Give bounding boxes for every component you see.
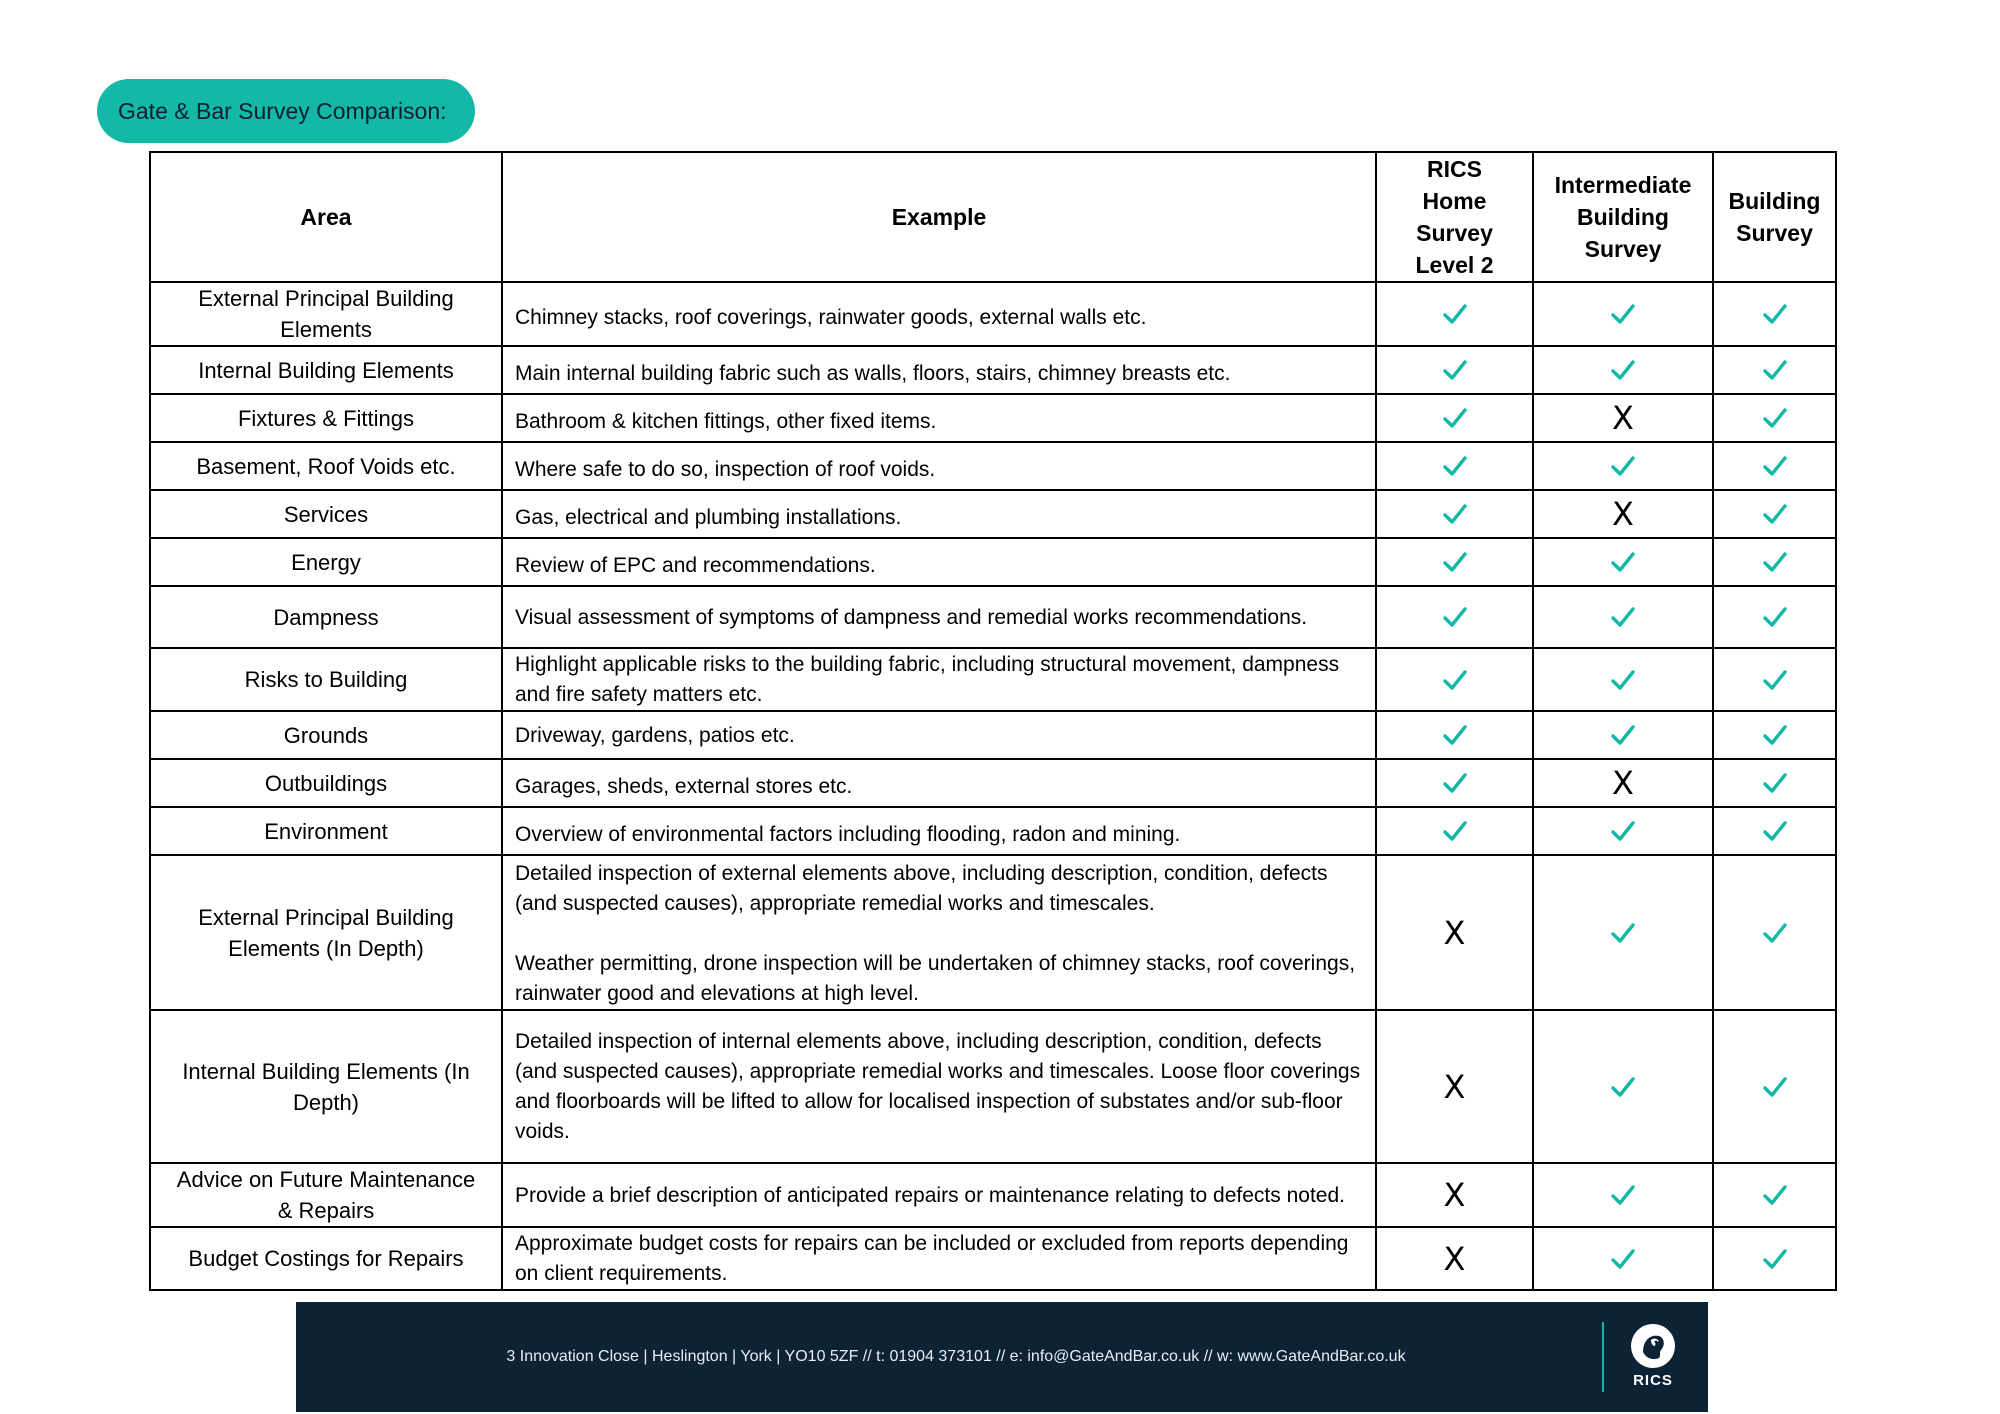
check-icon — [1762, 1184, 1788, 1206]
area-label: & Repairs — [277, 1198, 375, 1223]
area-label: Basement, Roof Voids etc. — [196, 453, 456, 479]
mark-cell-intermediate-building-survey — [1533, 538, 1713, 586]
mark-cell-rics-home-survey — [1376, 346, 1533, 394]
check-icon — [1762, 724, 1788, 746]
mark-cell-intermediate-building-survey — [1533, 346, 1713, 394]
mark-cell-building-survey — [1713, 855, 1836, 1010]
example-text: Detailed inspection of external elements above, including description, condition, defects (and suspected causes), appropriate remedial works and timescales. — [515, 862, 1328, 915]
rics-logo-text: RICS — [1633, 1372, 1673, 1389]
example-cell — [502, 346, 1376, 394]
check-icon — [1442, 503, 1468, 525]
check-icon — [1610, 303, 1636, 325]
check-icon — [1442, 820, 1468, 842]
area-cell — [150, 490, 502, 538]
mark-cell-building-survey — [1713, 807, 1836, 855]
check-icon — [1610, 359, 1636, 381]
mark-cell-building-survey — [1713, 394, 1836, 442]
mark-cell-building-survey — [1713, 1227, 1836, 1290]
check-icon — [1762, 922, 1788, 944]
mark-cell-building-survey — [1713, 538, 1836, 586]
area-label: Internal Building Elements — [198, 357, 454, 383]
mark-cell-rics-home-survey — [1376, 855, 1533, 1010]
example-cell — [502, 711, 1376, 759]
table-row — [150, 394, 1836, 442]
header-line: Level 2 — [1415, 252, 1494, 278]
check-icon — [1762, 503, 1788, 525]
table-row — [150, 1227, 1836, 1290]
area-label: Grounds — [283, 722, 369, 748]
page-title-badge — [97, 79, 475, 143]
check-icon — [1762, 407, 1788, 429]
area-label: Environment — [264, 818, 388, 844]
example-text: Detailed inspection of internal elements above, including description, condition, defects (and suspected causes), appropriate remedial works and timescales. Loose floor coverings and floorboards will be lifted to allow for localised inspection of substates and/or sub-floor voids. — [515, 1030, 1361, 1143]
example-cell — [502, 1010, 1376, 1163]
area-label: Services — [283, 501, 369, 527]
area-cell — [150, 442, 502, 490]
table-row — [150, 490, 1836, 538]
example-cell — [502, 586, 1376, 648]
mark-cell-rics-home-survey — [1376, 490, 1533, 538]
mark-cell-intermediate-building-survey — [1533, 1163, 1713, 1227]
mark-cell-rics-home-survey — [1376, 394, 1533, 442]
table-row — [150, 346, 1836, 394]
cross-mark: X — [1443, 1067, 1466, 1106]
check-icon — [1610, 551, 1636, 573]
example-text: Provide a brief description of anticipated repairs or maintenance relating to defects noted. — [515, 1183, 1345, 1207]
header-building-survey — [1713, 152, 1836, 282]
check-icon — [1610, 606, 1636, 628]
check-icon — [1442, 359, 1468, 381]
check-icon — [1762, 1076, 1788, 1098]
check-icon — [1762, 772, 1788, 794]
header-line: Building — [1577, 204, 1669, 230]
mark-cell-intermediate-building-survey — [1533, 394, 1713, 442]
example-cell — [502, 1227, 1376, 1290]
check-icon — [1762, 303, 1788, 325]
header-intermediate-building-survey — [1533, 152, 1713, 282]
example-text: Driveway, gardens, patios etc. — [515, 724, 795, 747]
check-icon — [1762, 551, 1788, 573]
check-icon — [1610, 922, 1636, 944]
rics-lion-logo-icon — [1629, 1322, 1677, 1370]
cross-mark: X — [1612, 764, 1634, 802]
cross-mark: X — [1443, 913, 1466, 952]
footer-contact — [296, 1302, 1616, 1412]
header-rics-home-survey — [1376, 152, 1533, 282]
header-area: Area — [150, 152, 502, 282]
mark-cell-intermediate-building-survey — [1533, 759, 1713, 807]
table-row — [150, 855, 1836, 1010]
mark-cell-rics-home-survey — [1376, 538, 1533, 586]
area-label: Risks to Building — [244, 667, 408, 692]
area-cell — [150, 346, 502, 394]
area-label: Fixtures & Fittings — [237, 405, 415, 431]
mark-cell-intermediate-building-survey — [1533, 490, 1713, 538]
area-cell — [150, 807, 502, 855]
area-label: External Principal Building — [198, 904, 454, 930]
mark-cell-building-survey — [1713, 711, 1836, 759]
check-icon — [1442, 772, 1468, 794]
header-row — [150, 152, 1836, 282]
mark-cell-intermediate-building-survey — [1533, 282, 1713, 346]
table-row — [150, 759, 1836, 807]
check-icon — [1762, 1248, 1788, 1270]
table-row — [150, 648, 1836, 711]
mark-cell-building-survey — [1713, 442, 1836, 490]
example-text: Weather permitting, drone inspection will be undertaken of chimney stacks, roof coverings, rainwater good and elevations at high level. — [515, 952, 1356, 1005]
example-text: Main internal building fabric such as walls, floors, stairs, chimney breasts etc. — [515, 362, 1231, 385]
check-icon — [1442, 551, 1468, 573]
mark-cell-rics-home-survey — [1376, 1010, 1533, 1163]
check-icon — [1762, 455, 1788, 477]
area-label: Outbuildings — [264, 770, 388, 796]
mark-cell-rics-home-survey — [1376, 1163, 1533, 1227]
check-icon — [1442, 669, 1468, 691]
area-label: Elements — [280, 317, 372, 342]
example-text: Gas, electrical and plumbing installations. — [515, 506, 902, 529]
rics-logo — [1618, 1322, 1688, 1394]
mark-cell-rics-home-survey — [1376, 711, 1533, 759]
footer-divider — [1602, 1322, 1604, 1392]
check-icon — [1610, 1248, 1636, 1270]
mark-cell-building-survey — [1713, 1163, 1836, 1227]
check-icon — [1442, 407, 1468, 429]
check-icon — [1610, 1076, 1636, 1098]
mark-cell-rics-home-survey — [1376, 1227, 1533, 1290]
example-text: Where safe to do so, inspection of roof voids. — [515, 458, 936, 481]
example-text: Chimney stacks, roof coverings, rainwater goods, external walls etc. — [515, 306, 1147, 329]
check-icon — [1610, 1184, 1636, 1206]
check-icon — [1610, 669, 1636, 691]
check-icon — [1442, 724, 1468, 746]
mark-cell-intermediate-building-survey — [1533, 1227, 1713, 1290]
example-text: Overview of environmental factors including flooding, radon and mining. — [515, 823, 1181, 846]
mark-cell-building-survey — [1713, 759, 1836, 807]
page-title: Gate & Bar Survey Comparison: — [118, 97, 447, 124]
table-row — [150, 538, 1836, 586]
example-cell — [502, 648, 1376, 711]
example-cell — [502, 282, 1376, 346]
mark-cell-intermediate-building-survey — [1533, 586, 1713, 648]
area-cell — [150, 1227, 502, 1290]
header-line: Building — [1728, 188, 1821, 214]
area-label: Energy — [291, 549, 361, 575]
mark-cell-intermediate-building-survey — [1533, 442, 1713, 490]
survey-comparison-table — [149, 151, 1837, 1291]
example-text: Bathroom & kitchen fittings, other fixed items. — [515, 410, 937, 433]
cross-mark: X — [1612, 495, 1634, 533]
table-row — [150, 1010, 1836, 1163]
header-line: Intermediate — [1554, 172, 1692, 198]
area-cell — [150, 1163, 502, 1227]
header-line: Survey — [1584, 236, 1662, 262]
mark-cell-building-survey — [1713, 586, 1836, 648]
example-text: Highlight applicable risks to the building fabric, including structural movement, dampness and fire safety matters etc. — [515, 653, 1340, 706]
mark-cell-intermediate-building-survey — [1533, 807, 1713, 855]
header-line: RICS — [1427, 156, 1482, 182]
table-row — [150, 807, 1836, 855]
example-text: Review of EPC and recommendations. — [515, 554, 876, 577]
table-row — [150, 442, 1836, 490]
check-icon — [1610, 820, 1636, 842]
area-cell — [150, 855, 502, 1010]
area-cell — [150, 711, 502, 759]
example-text: Garages, sheds, external stores etc. — [515, 775, 853, 798]
header-line: Home — [1422, 188, 1487, 214]
area-label: Depth) — [292, 1089, 360, 1115]
mark-cell-intermediate-building-survey — [1533, 648, 1713, 711]
table-row — [150, 282, 1836, 346]
mark-cell-building-survey — [1713, 282, 1836, 346]
mark-cell-building-survey — [1713, 490, 1836, 538]
mark-cell-intermediate-building-survey — [1533, 855, 1713, 1010]
area-cell — [150, 648, 502, 711]
footer-bar — [296, 1302, 1708, 1412]
cross-mark: X — [1443, 1176, 1466, 1214]
example-cell — [502, 1163, 1376, 1227]
check-icon — [1762, 606, 1788, 628]
header-line: Survey — [1736, 220, 1813, 246]
mark-cell-rics-home-survey — [1376, 759, 1533, 807]
mark-cell-rics-home-survey — [1376, 648, 1533, 711]
example-cell — [502, 759, 1376, 807]
example-cell — [502, 855, 1376, 1010]
area-label: Dampness — [273, 604, 379, 630]
mark-cell-rics-home-survey — [1376, 807, 1533, 855]
header-line: Survey — [1416, 220, 1493, 246]
cross-mark: X — [1443, 1239, 1466, 1278]
check-icon — [1610, 455, 1636, 477]
footer-address: 3 Innovation Close | Heslington | York | YO10 5ZF // t: 01904 373101 // e: info@GateAndBar.co.uk // w: www.GateAndBar.co.uk — [506, 1348, 1406, 1365]
header-example: Example — [502, 152, 1376, 282]
check-icon — [1610, 724, 1636, 746]
mark-cell-building-survey — [1713, 1010, 1836, 1163]
area-label: Advice on Future Maintenance — [176, 1167, 476, 1192]
check-icon — [1442, 303, 1468, 325]
example-cell — [502, 538, 1376, 586]
example-cell — [502, 807, 1376, 855]
area-label: Budget Costings for Repairs — [188, 1246, 464, 1271]
check-icon — [1442, 606, 1468, 628]
example-text: Visual assessment of symptoms of dampness and remedial works recommendations. — [515, 605, 1308, 629]
check-icon — [1762, 820, 1788, 842]
mark-cell-rics-home-survey — [1376, 586, 1533, 648]
area-cell — [150, 759, 502, 807]
area-cell — [150, 586, 502, 648]
mark-cell-building-survey — [1713, 346, 1836, 394]
table-row — [150, 711, 1836, 759]
table-row — [150, 1163, 1836, 1227]
area-label: External Principal Building — [198, 286, 454, 311]
table-row — [150, 586, 1836, 648]
example-cell — [502, 442, 1376, 490]
mark-cell-rics-home-survey — [1376, 442, 1533, 490]
area-cell — [150, 538, 502, 586]
check-icon — [1762, 359, 1788, 381]
area-cell — [150, 394, 502, 442]
check-icon — [1442, 455, 1468, 477]
cross-mark: X — [1612, 399, 1634, 437]
check-icon — [1762, 669, 1788, 691]
example-text: Approximate budget costs for repairs can be included or excluded from reports depending on client requirements. — [515, 1232, 1349, 1285]
mark-cell-intermediate-building-survey — [1533, 711, 1713, 759]
mark-cell-rics-home-survey — [1376, 282, 1533, 346]
area-label: Elements (In Depth) — [228, 935, 424, 961]
mark-cell-intermediate-building-survey — [1533, 1010, 1713, 1163]
area-cell — [150, 282, 502, 346]
area-label: Internal Building Elements (In — [182, 1058, 470, 1084]
mark-cell-building-survey — [1713, 648, 1836, 711]
example-cell — [502, 394, 1376, 442]
area-cell — [150, 1010, 502, 1163]
example-cell — [502, 490, 1376, 538]
